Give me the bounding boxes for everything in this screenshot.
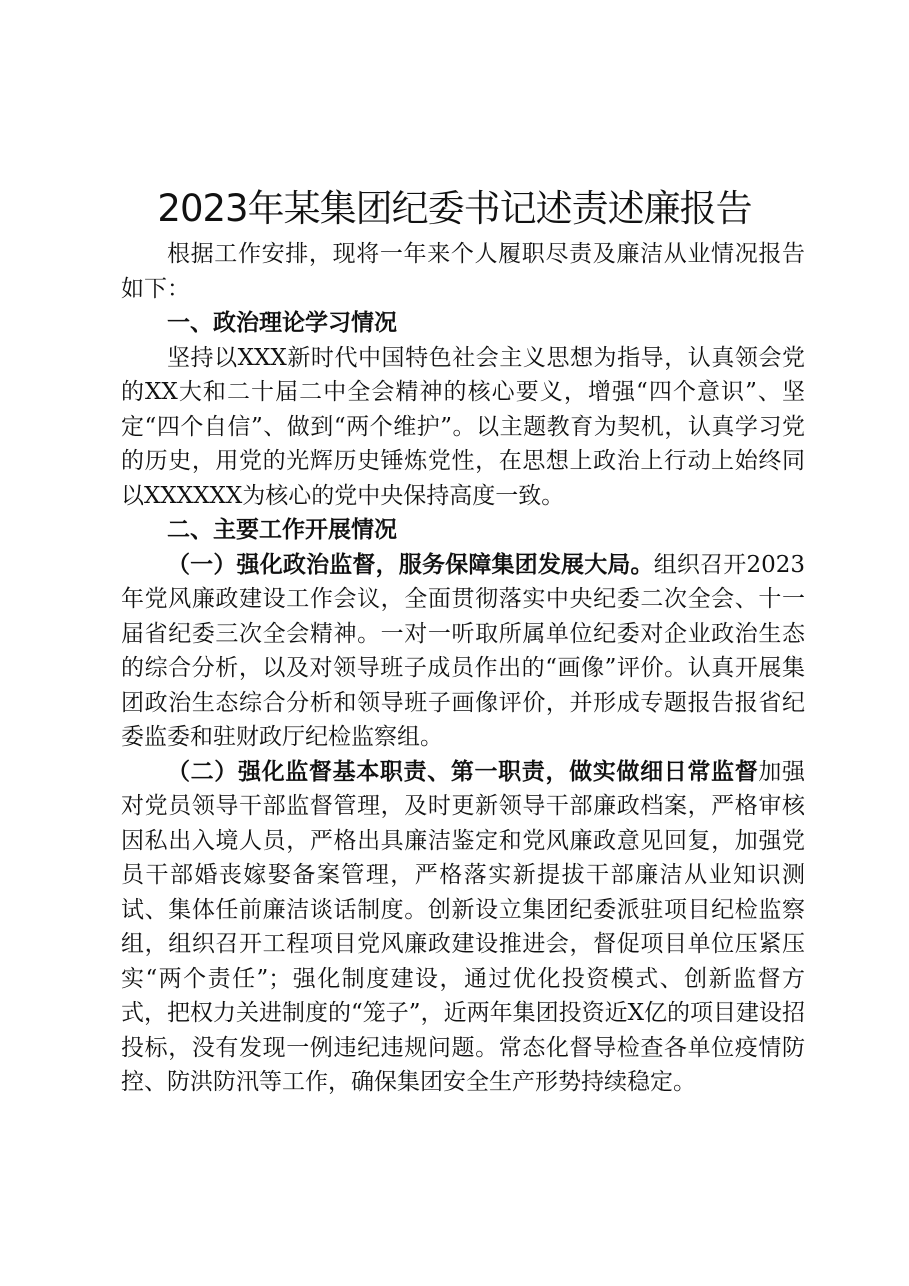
section-heading-political-study: 一、政治理论学习情况 <box>167 310 397 336</box>
intro-paragraph: 根据工作安排，现将一年来个人履职尽责及廉洁从业情况报告如下： <box>121 241 805 302</box>
document-title: 2023年某集团纪委书记述责述廉报告 <box>157 186 752 230</box>
work-item-lead: （一）强化政治监督，服务保障集团发展大局。 <box>167 550 654 578</box>
work-item-daily-supervision <box>121 755 805 1100</box>
document-body <box>121 237 805 1100</box>
work-item-lead: （二）强化监督基本职责、第一职责，做实做细日常监督 <box>167 757 759 785</box>
work-item-body: 加强对党员领导干部监督管理，及时更新领导干部廉政档案，严格审核因私出入境人员，严格出具廉洁鉴定和党风廉政意见回复，加强党员干部婚丧嫁娶备案管理，严格落实新提拔干部廉洁从业知识测试、集体任前廉洁谈话制度。创新设立集团纪委派驻项目纪检监察组，组织召开工程项目党风廉政建设推进会，督促项目单位压紧压实“两个责任”；强化制度建设，通过优化投资模式、创新监督方式，把权力关进制度的“笼子”，近两年集团投资近X亿的项目建设招投标，没有发现一例违纪违规问题。常态化督导检查各单位疫情防控、防洪防汛等工作，确保集团安全生产形势持续稳定。 <box>121 758 806 1095</box>
work-item-political-supervision <box>121 548 805 755</box>
section-heading-main-work: 二、主要工作开展情况 <box>167 517 397 543</box>
work-item-body: 组织召开2023年党风廉政建设工作会议，全面贯彻落实中央纪委二次全会、十一届省纪委三次全会精神。一对一听取所属单位纪委对企业政治生态的综合分析，以及对领导班子成员作出的“画像”评价。认真开展集团政治生态综合分析和领导班子画像评价，并形成专题报告报省纪委监委和驻财政厅纪检监察组。 <box>121 551 805 750</box>
political-study-paragraph: 坚持以XXX新时代中国特色社会主义思想为指导，认真领会党的XX大和二十届二中全会精神的核心要义，增强“四个意识”、坚定“四个自信”、做到“两个维护”。以主题教育为契机，认真学习党的历史，用党的光辉历史锤炼党性，在思想上政治上行动上始终同以XXXXXX为核心的党中央保持高度一致。 <box>121 344 805 509</box>
